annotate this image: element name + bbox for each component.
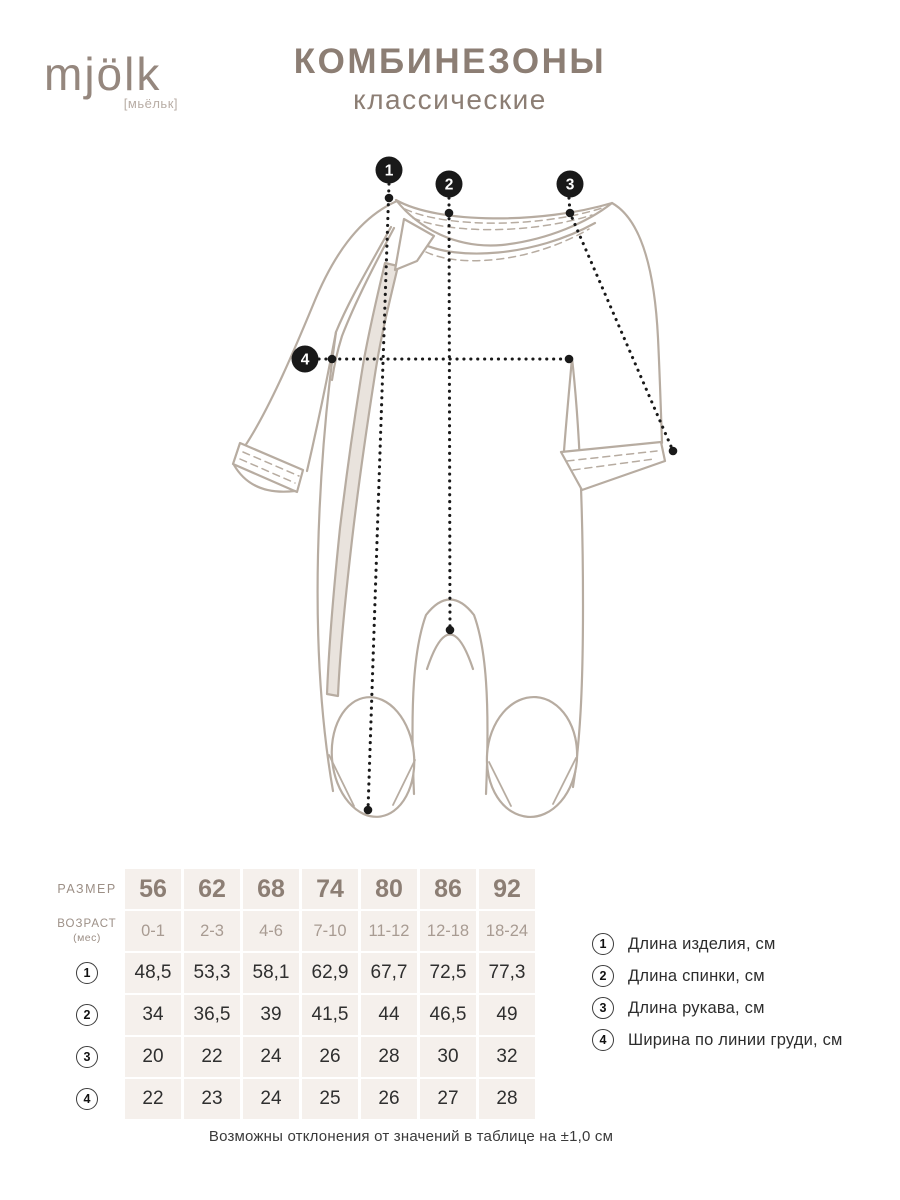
legend-item bbox=[592, 997, 843, 1019]
measurement-lines bbox=[319, 184, 673, 810]
size-row-label: РАЗМЕР bbox=[52, 869, 122, 909]
age-label-line1: ВОЗРАСТ bbox=[57, 917, 117, 930]
table-cell: 30 bbox=[420, 1037, 476, 1077]
table-cell: 28 bbox=[361, 1037, 417, 1077]
measurement-legend bbox=[592, 933, 843, 1061]
table-cell: 28 bbox=[479, 1079, 535, 1119]
crotch-inner-seam bbox=[427, 635, 473, 670]
size-header: 56 bbox=[125, 869, 181, 909]
legend-item bbox=[592, 1029, 843, 1051]
legend-item bbox=[592, 965, 843, 987]
brand-name: mjölk bbox=[44, 48, 162, 100]
legend-number-badge: 1 bbox=[592, 933, 614, 955]
size-header: 92 bbox=[479, 869, 535, 909]
table-cell: 53,3 bbox=[184, 953, 240, 993]
table-cell: 41,5 bbox=[302, 995, 358, 1035]
table-cell: 62,9 bbox=[302, 953, 358, 993]
table-cell: 77,3 bbox=[479, 953, 535, 993]
left-cuff bbox=[233, 443, 303, 492]
legend-label: Длина спинки, см bbox=[628, 966, 765, 985]
table-cell: 67,7 bbox=[361, 953, 417, 993]
page-subtitle: классические bbox=[353, 84, 547, 115]
marker-3-label: 3 bbox=[565, 176, 575, 194]
table-cell: 32 bbox=[479, 1037, 535, 1077]
table-cell: 20 bbox=[125, 1037, 181, 1077]
tolerance-note: Возможны отклонения от значений в таблице на ±1,0 см bbox=[208, 1128, 614, 1145]
brand-transcription: [мьёльк] bbox=[123, 96, 178, 112]
size-header: 74 bbox=[302, 869, 358, 909]
legend-label: Длина рукава, см bbox=[628, 998, 765, 1017]
table-cell: 26 bbox=[302, 1037, 358, 1077]
left-foot bbox=[326, 693, 420, 821]
row-number-badge: 2 bbox=[76, 1004, 98, 1026]
legend-number-badge: 4 bbox=[592, 1029, 614, 1051]
marker-1-label: 1 bbox=[384, 162, 394, 180]
table-cell: 48,5 bbox=[125, 953, 181, 993]
right-cuff bbox=[561, 442, 665, 490]
legend-number-badge: 2 bbox=[592, 965, 614, 987]
legend-item bbox=[592, 933, 843, 955]
legend-label: Длина изделия, см bbox=[628, 934, 776, 953]
measure-line-2 bbox=[449, 198, 450, 630]
table-cell: 46,5 bbox=[420, 995, 476, 1035]
table-cell: 49 bbox=[479, 995, 535, 1035]
measure-row-header bbox=[52, 1079, 122, 1119]
age-value: 11-12 bbox=[361, 911, 417, 951]
table-cell: 27 bbox=[420, 1079, 476, 1119]
legend-number-badge: 3 bbox=[592, 997, 614, 1019]
age-value: 18-24 bbox=[479, 911, 535, 951]
age-value: 7-10 bbox=[302, 911, 358, 951]
table-cell: 26 bbox=[361, 1079, 417, 1119]
size-header: 80 bbox=[361, 869, 417, 909]
table-cell: 44 bbox=[361, 995, 417, 1035]
size-header: 62 bbox=[184, 869, 240, 909]
measure-row-header bbox=[52, 995, 122, 1035]
table-cell: 36,5 bbox=[184, 995, 240, 1035]
table-cell: 23 bbox=[184, 1079, 240, 1119]
table-cell: 22 bbox=[125, 1079, 181, 1119]
body-left-seam bbox=[318, 332, 336, 791]
age-value: 12-18 bbox=[420, 911, 476, 951]
age-label-line2: (мес) bbox=[73, 931, 101, 944]
table-cell: 58,1 bbox=[243, 953, 299, 993]
age-value: 4-6 bbox=[243, 911, 299, 951]
row-number-badge: 3 bbox=[76, 1046, 98, 1068]
size-table bbox=[52, 869, 535, 1119]
table-cell: 39 bbox=[243, 995, 299, 1035]
page-title: КОМБИНЕЗОНЫ bbox=[293, 42, 607, 81]
table-cell: 24 bbox=[243, 1079, 299, 1119]
body-right-seam bbox=[572, 358, 583, 787]
table-cell: 72,5 bbox=[420, 953, 476, 993]
age-value: 0-1 bbox=[125, 911, 181, 951]
age-row-label bbox=[52, 911, 122, 951]
age-value: 2-3 bbox=[184, 911, 240, 951]
table-cell: 22 bbox=[184, 1037, 240, 1077]
right-foot bbox=[483, 694, 581, 820]
measure-row-header bbox=[52, 1037, 122, 1077]
table-cell: 25 bbox=[302, 1079, 358, 1119]
table-cell: 34 bbox=[125, 995, 181, 1035]
measure-row-header bbox=[52, 953, 122, 993]
size-header: 86 bbox=[420, 869, 476, 909]
right-sleeve-inner-seam bbox=[564, 358, 572, 451]
size-header: 68 bbox=[243, 869, 299, 909]
marker-2-label: 2 bbox=[444, 176, 454, 194]
marker-4-label: 4 bbox=[300, 351, 310, 369]
row-number-badge: 1 bbox=[76, 962, 98, 984]
table-cell: 24 bbox=[243, 1037, 299, 1077]
legend-label: Ширина по линии груди, см bbox=[628, 1030, 843, 1049]
row-number-badge: 4 bbox=[76, 1088, 98, 1110]
